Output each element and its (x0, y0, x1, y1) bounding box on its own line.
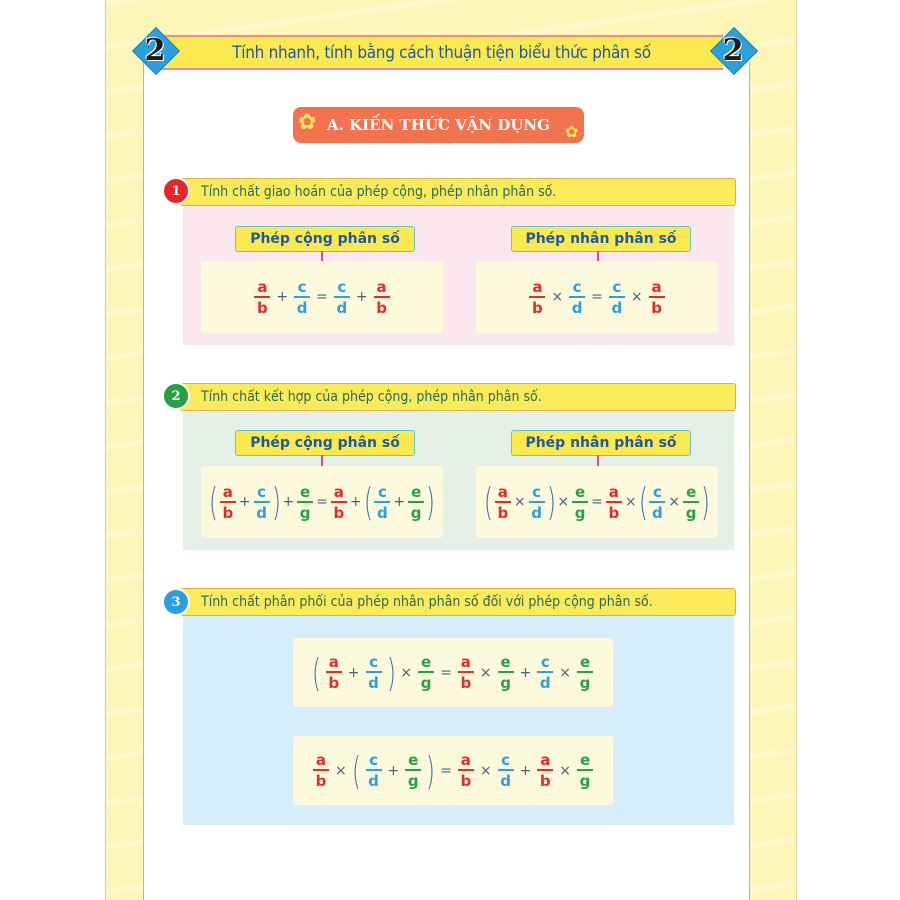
plus-sign: + (519, 762, 532, 779)
property-2-heading-bar (180, 383, 736, 411)
plus-sign: + (519, 664, 532, 681)
fraction-e-g: $\frac{e}{g}$ (577, 752, 593, 789)
multiplication-label: Phép nhân phân số (511, 430, 691, 456)
associative-multiplication-formula (476, 466, 718, 538)
property-3-heading: Tính chất phân phối của phép nhân phân số đối với phép cộng phân số. (201, 594, 653, 610)
commutative-addition-formula (201, 261, 443, 333)
times-sign: × (557, 494, 570, 510)
commutative-multiplication-formula (476, 261, 718, 333)
times-sign: × (559, 664, 572, 681)
plus-sign: + (387, 762, 400, 779)
section-a-label: A. KIẾN THỨC VẬN DỤNG (327, 116, 550, 134)
left-paren: ( (208, 480, 218, 524)
equals-sign: = (316, 289, 328, 305)
right-paren: ) (546, 480, 556, 524)
equals-sign: = (440, 664, 452, 681)
fraction-c-d: $\frac{c}{d}$ (366, 752, 382, 789)
right-paren: ) (426, 748, 436, 793)
fraction-c-d: $\frac{c}{d}$ (366, 654, 382, 691)
times-sign: × (479, 664, 492, 681)
distributive-formula-1 (293, 638, 613, 707)
distributive-formula-2 (293, 736, 613, 805)
times-sign: × (334, 762, 347, 779)
plus-sign: + (276, 289, 289, 305)
fraction-c-d: $\frac{c}{d}$ (374, 484, 390, 521)
fraction-a-b: $\frac{a}{b}$ (458, 752, 474, 789)
fraction-e-g: $\frac{e}{g}$ (572, 484, 588, 521)
fraction-a-b: $\frac{a}{b}$ (649, 279, 665, 316)
property-3-heading-bar (180, 588, 736, 616)
fraction-c-d: $\frac{c}{d}$ (254, 484, 270, 521)
addition-label: Phép cộng phân số (235, 226, 415, 252)
right-paren: ) (426, 480, 436, 524)
fraction-c-d: $\frac{c}{d}$ (498, 752, 514, 789)
plus-sign: + (393, 494, 406, 510)
section-a-banner (293, 107, 584, 143)
left-paren: ( (311, 650, 321, 695)
fraction-e-g: $\frac{e}{g}$ (577, 654, 593, 691)
fraction-a-b: $\frac{a}{b}$ (326, 654, 342, 691)
times-sign: × (400, 664, 413, 681)
times-sign: × (559, 762, 572, 779)
right-paren: ) (701, 480, 711, 524)
equals-sign: = (316, 494, 328, 510)
fraction-a-b: $\frac{a}{b}$ (606, 484, 622, 521)
plus-sign: + (282, 494, 295, 510)
lesson-number-right: 2 (722, 32, 744, 68)
plus-sign: + (347, 664, 360, 681)
property-2-heading: Tính chất kết hợp của phép cộng, phép nhân phân số. (201, 389, 542, 405)
fraction-e-g: $\frac{e}{g}$ (683, 484, 699, 521)
equals-sign: = (591, 494, 603, 510)
fraction-e-g: $\frac{e}{g}$ (297, 484, 313, 521)
lesson-title-bar (160, 35, 723, 70)
fraction-a-b: $\frac{a}{b}$ (331, 484, 347, 521)
times-sign: × (513, 494, 526, 510)
plus-sign: + (238, 494, 251, 510)
fraction-c-d: $\frac{c}{d}$ (294, 279, 310, 316)
right-paren: ) (386, 650, 396, 695)
multiplication-label: Phép nhân phân số (511, 226, 691, 252)
fraction-a-b: $\frac{a}{b}$ (529, 279, 545, 316)
fraction-a-b: $\frac{a}{b}$ (374, 279, 390, 316)
plus-sign: + (349, 494, 362, 510)
equals-sign: = (440, 762, 452, 779)
left-paren: ( (363, 480, 373, 524)
property-3-number-badge: 3 (162, 588, 190, 616)
right-paren: ) (271, 480, 281, 524)
fraction-c-d: $\frac{c}{d}$ (529, 484, 545, 521)
fraction-a-b: $\frac{a}{b}$ (458, 654, 474, 691)
left-paren: ( (351, 748, 361, 793)
fraction-e-g: $\frac{e}{g}$ (408, 484, 424, 521)
left-paren: ( (483, 480, 493, 524)
times-sign: × (630, 289, 643, 305)
property-2-number-badge: 2 (162, 382, 190, 410)
fraction-c-d: $\frac{c}{d}$ (537, 654, 553, 691)
property-1-heading-bar (180, 178, 736, 206)
fraction-e-g: $\frac{e}{g}$ (418, 654, 434, 691)
equals-sign: = (591, 289, 603, 305)
fraction-c-d: $\frac{c}{d}$ (569, 279, 585, 316)
fraction-c-d: $\frac{c}{d}$ (334, 279, 350, 316)
lesson-title: Tính nhanh, tính bằng cách thuận tiện biểu thức phân số (232, 42, 651, 63)
times-sign: × (668, 494, 681, 510)
property-1-number-badge: 1 (162, 177, 190, 205)
fraction-c-d: $\frac{c}{d}$ (649, 484, 665, 521)
times-sign: × (624, 494, 637, 510)
fraction-c-d: $\frac{c}{d}$ (609, 279, 625, 316)
lesson-number-left: 2 (144, 32, 166, 68)
fraction-e-g: $\frac{e}{g}$ (405, 752, 421, 789)
property-1-heading: Tính chất giao hoán của phép cộng, phép nhân phân số. (201, 184, 557, 200)
plus-sign: + (355, 289, 368, 305)
times-sign: × (551, 289, 564, 305)
addition-label: Phép cộng phân số (235, 430, 415, 456)
fraction-a-b: $\frac{a}{b}$ (254, 279, 270, 316)
fraction-a-b: $\frac{a}{b}$ (313, 752, 329, 789)
fraction-a-b: $\frac{a}{b}$ (537, 752, 553, 789)
fraction-a-b: $\frac{a}{b}$ (220, 484, 236, 521)
associative-addition-formula (201, 466, 443, 538)
flower-icon: ✿ (565, 122, 579, 141)
left-paren: ( (638, 480, 648, 524)
times-sign: × (479, 762, 492, 779)
fraction-a-b: $\frac{a}{b}$ (495, 484, 511, 521)
fraction-e-g: $\frac{e}{g}$ (498, 654, 514, 691)
flower-icon: ✿ (298, 110, 317, 135)
